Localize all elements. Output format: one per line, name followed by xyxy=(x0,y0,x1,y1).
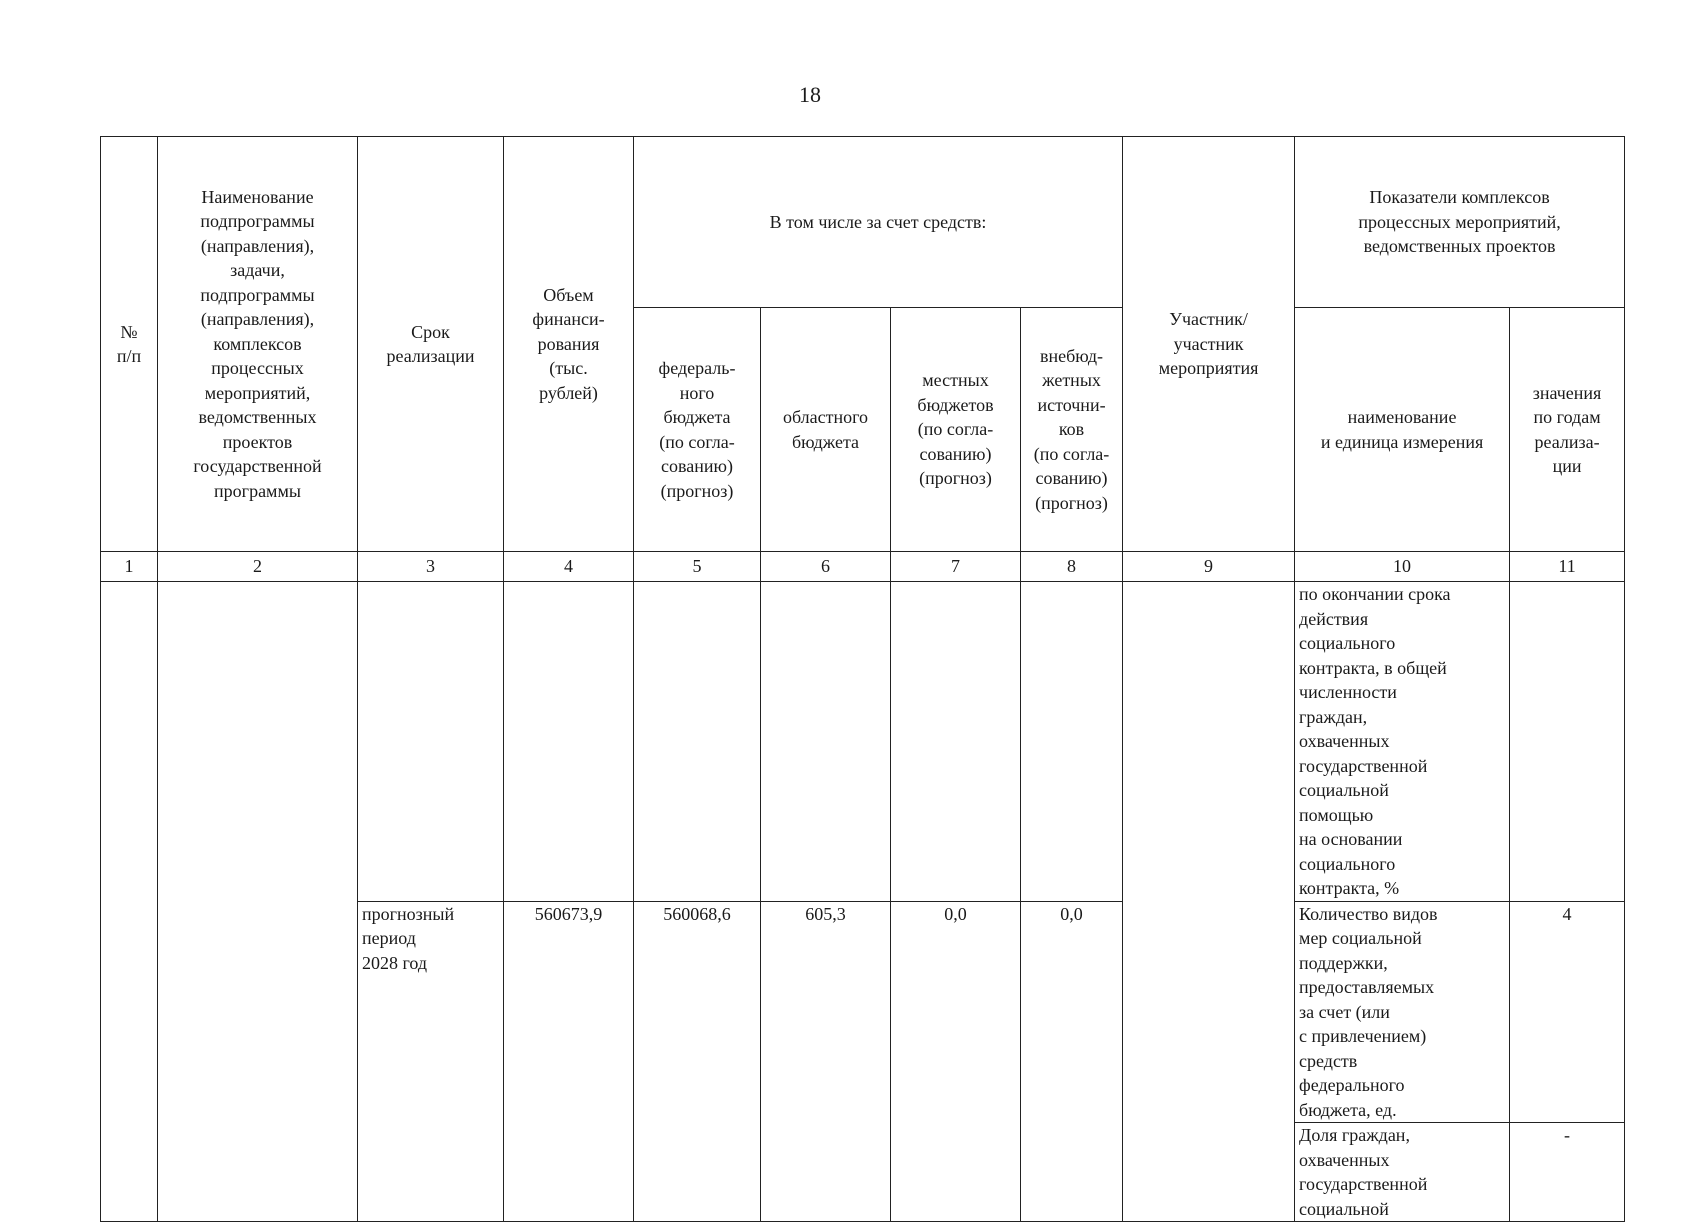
header-subprogram-name: Наименование подпрограммы (направления), задачи, подпрограммы (направления), комплексов процессных мероприятий, ведомственных проектов государственной программы xyxy=(158,137,358,552)
regional-cell: 605,3 xyxy=(761,901,891,1222)
header-number: № п/п xyxy=(101,137,158,552)
indicator-name-cell: Доля граждан, охваченных государственной социальной xyxy=(1295,1123,1510,1222)
column-number: 6 xyxy=(761,552,891,582)
indicator-name-cell: по окончании срока действия социального контракта, в общей численности граждан, охваченных государственной социальной помощью на основании социального контракта, % xyxy=(1295,582,1510,902)
header-regional-budget: областного бюджета xyxy=(761,308,891,552)
column-number: 5 xyxy=(634,552,761,582)
indicator-value-cell: 4 xyxy=(1510,901,1625,1123)
period-cell: прогнозный период 2028 год xyxy=(358,901,504,1222)
header-indicator-values: значения по годам реализа- ции xyxy=(1510,308,1625,552)
extrabudget-cell-empty xyxy=(1021,582,1123,902)
column-number: 1 xyxy=(101,552,158,582)
local-cell-empty xyxy=(891,582,1021,902)
indicator-value-cell xyxy=(1510,582,1625,902)
volume-cell-empty xyxy=(504,582,634,902)
column-number: 7 xyxy=(891,552,1021,582)
period-cell-empty xyxy=(358,582,504,902)
row-name-cell xyxy=(158,582,358,1222)
column-number: 2 xyxy=(158,552,358,582)
table-row xyxy=(101,582,1625,902)
header-indicator-name: наименование и единица измерения xyxy=(1295,308,1510,552)
column-number: 11 xyxy=(1510,552,1625,582)
header-local-budgets: местных бюджетов (по согла- сованию) (прогноз) xyxy=(891,308,1021,552)
column-number-row xyxy=(101,552,1625,582)
header-extrabudgetary: внебюд- жетных источни- ков (по согла- сованию) (прогноз) xyxy=(1021,308,1123,552)
header-funding-volume: Объем финанси- рования (тыс. рублей) xyxy=(504,137,634,552)
header-funds-group: В том числе за счет средств: xyxy=(634,137,1123,308)
column-number: 10 xyxy=(1295,552,1510,582)
page-number: 18 xyxy=(799,82,821,107)
program-table xyxy=(100,136,1625,1222)
volume-cell: 560673,9 xyxy=(504,901,634,1222)
column-number: 4 xyxy=(504,552,634,582)
column-number: 3 xyxy=(358,552,504,582)
federal-cell-empty xyxy=(634,582,761,902)
regional-cell-empty xyxy=(761,582,891,902)
extrabudget-cell: 0,0 xyxy=(1021,901,1123,1222)
row-number-cell xyxy=(101,582,158,1222)
header-federal-budget: федераль- ного бюджета (по согла- сованию) (прогноз) xyxy=(634,308,761,552)
federal-cell: 560068,6 xyxy=(634,901,761,1222)
indicator-value-cell: - xyxy=(1510,1123,1625,1222)
participant-cell xyxy=(1123,582,1295,1222)
column-number: 9 xyxy=(1123,552,1295,582)
header-indicators-group: Показатели комплексов процессных мероприятий, ведомственных проектов xyxy=(1295,137,1625,308)
header-participant: Участник/ участник мероприятия xyxy=(1123,137,1295,552)
column-number: 8 xyxy=(1021,552,1123,582)
header-period: Срок реализации xyxy=(358,137,504,552)
local-cell: 0,0 xyxy=(891,901,1021,1222)
indicator-name-cell: Количество видов мер социальной поддержки, предоставляемых за счет (или с привлечением) средств федерального бюджета, ед. xyxy=(1295,901,1510,1123)
